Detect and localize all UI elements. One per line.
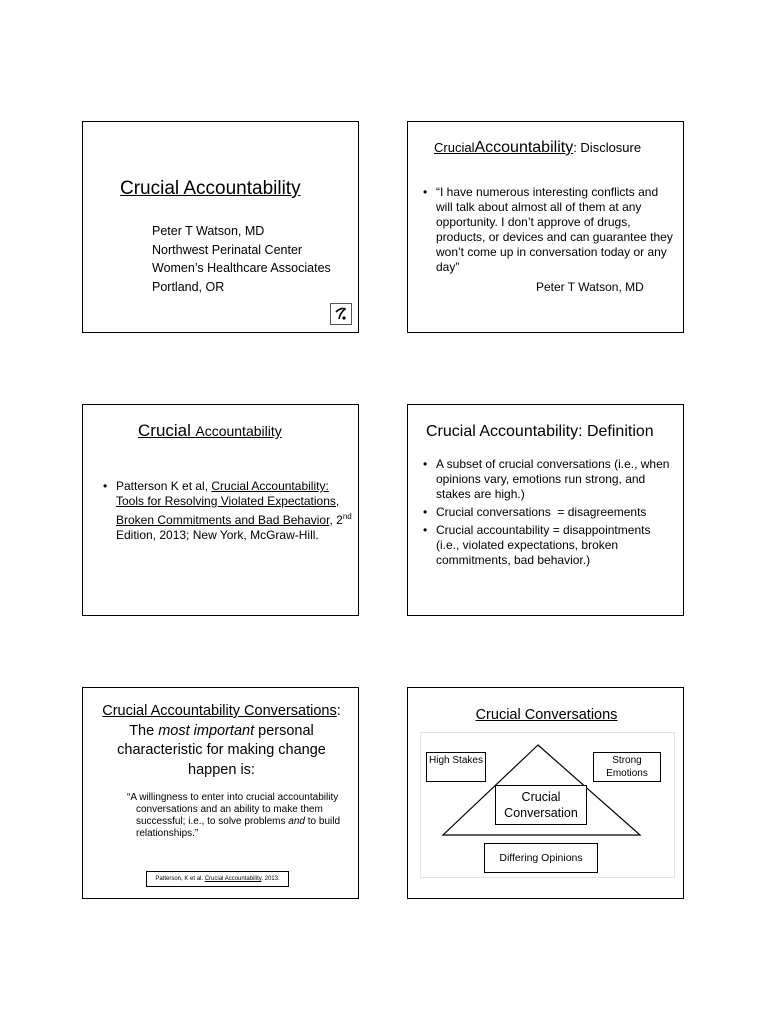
slide-6 <box>407 687 684 899</box>
definition-bullet-2: • Crucial conversations = disagreements <box>423 505 675 520</box>
slide-2-title <box>434 139 641 157</box>
slide-1-details <box>152 222 331 296</box>
presenter-location: Portland, OR <box>152 279 225 294</box>
high-stakes-box: High Stakes <box>426 752 486 782</box>
title-word-accountability: Accountability <box>474 139 574 156</box>
title-emphasis: most important <box>158 722 255 739</box>
slide-2-bullets <box>423 185 673 275</box>
slide-3-bullets <box>103 479 353 543</box>
slide-2 <box>407 121 684 333</box>
definition-bullet-3: • Crucial accountability = disappointments (i.e., violated expectations, broken commitments, bad behavior.) <box>423 523 675 568</box>
strong-emotions-box: Strong Emotions <box>593 752 661 782</box>
quote-author: Peter T Watson, MD <box>536 280 644 294</box>
crucial-conversation-box: Crucial Conversation <box>495 785 587 825</box>
title-suffix: : Disclosure <box>573 140 642 155</box>
slide-5-quote: “A willingness to enter into crucial accountability conversations and an ability to make them successful; i.e., to solve problems and to build relationships.” <box>127 792 341 839</box>
slide-6-title: Crucial Conversations <box>475 707 618 723</box>
slide-5-title: Crucial Accountability Conversations: The most important personal characteristic for making change happen is: <box>102 703 341 778</box>
definition-bullet-1: • A subset of crucial conversations (i.e., when opinions vary, emotions run strong, and stakes are high.) <box>423 457 675 502</box>
book-citation: • Patterson K et al, Crucial Accountability: Tools for Resolving Violated Expectations, Broken Commitments and Bad Behavior, 2nd Edition, 2013; New York, McGraw-Hill. <box>103 479 353 543</box>
slide-1 <box>82 121 359 333</box>
slide-5 <box>82 687 359 899</box>
source-box: Patterson, K et al. Crucial Accountability. 2013. <box>146 871 289 887</box>
slide-1-title: Crucial Accountability <box>120 178 301 199</box>
presenter-affiliation-1: Northwest Perinatal Center <box>152 242 303 257</box>
disclosure-quote: • “I have numerous interesting conflicts and will talk about almost all of them at any opportunity. I don’t approve of drugs, products, or devices and can guarantee they won’t come up in conversation today or any day” <box>423 185 673 275</box>
presenter-affiliation-2: Women’s Healthcare Associates <box>152 261 331 275</box>
slide-4 <box>407 404 684 616</box>
swoosh-logo-icon <box>330 303 352 325</box>
title-word-crucial: Crucial <box>434 140 475 155</box>
title-word-crucial: Crucial <box>138 421 191 440</box>
title-underlined: Crucial Accountability Conversations <box>102 703 337 719</box>
slide-4-bullets <box>423 457 675 568</box>
title-word-accountability: Accountability <box>195 423 282 439</box>
slide-3-title <box>138 421 282 441</box>
presenter-name: Peter T Watson, MD <box>152 224 265 238</box>
slide-3 <box>82 404 359 616</box>
slide-4-title: Crucial Accountability: Definition <box>426 423 654 440</box>
differing-opinions-box: Differing Opinions <box>484 843 598 873</box>
book-title: Crucial Accountability: Tools for Resolving Violated Expectations, Broken Commitments and Bad Behavior <box>116 479 340 527</box>
